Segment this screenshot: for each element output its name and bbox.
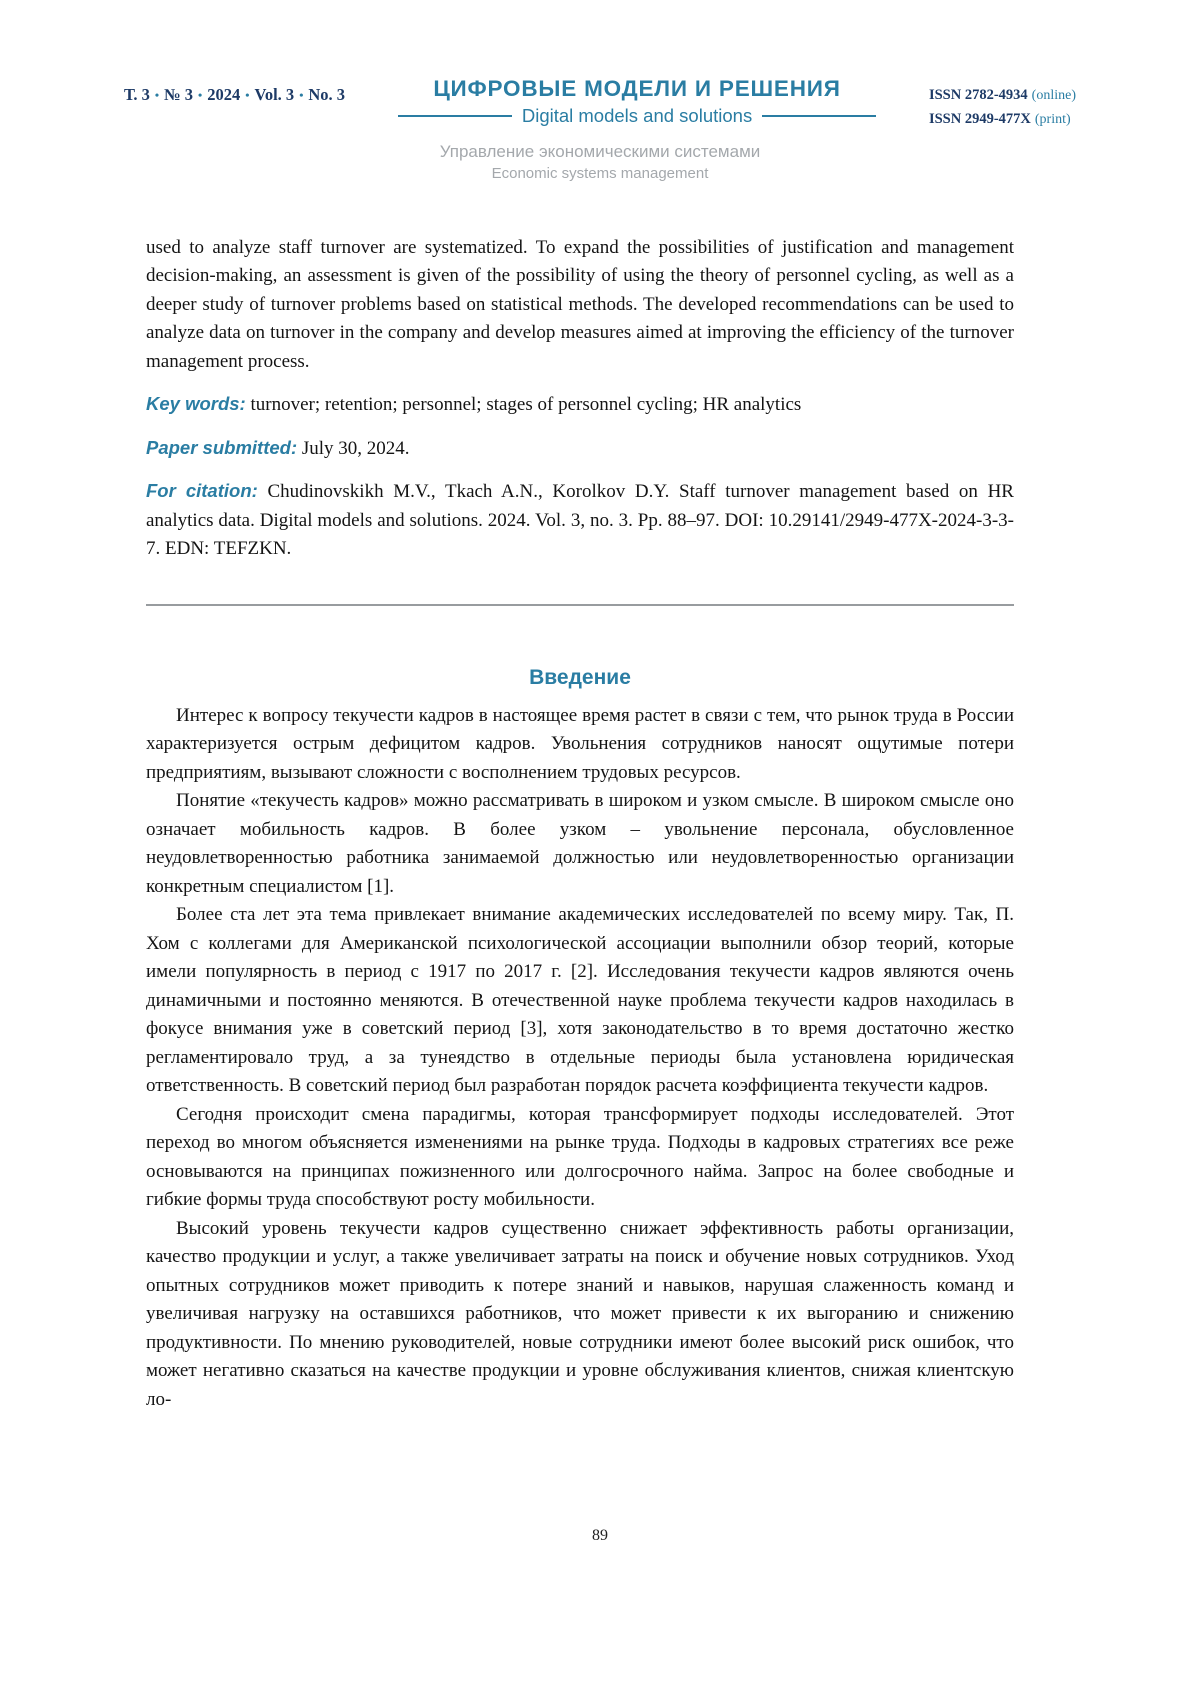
volume-issue-info: [124, 76, 345, 105]
citation-text: Chudinovskikh M.V., Tkach A.N., Korolkov D.Y. Staff turnover management based on HR analytics data. Digital models and solutions. 2024. Vol. 3, no. 3. Pp. 88–97. DOI: 10.29141/2949-477X-2024-3-3-7. EDN: TEFZKN.: [146, 481, 1014, 560]
abstract-continuation-text: used to analyze staff turnover are systematized. To expand the possibilities of justification and management decision-making, an assessment is given of the possibility of using the theory of personnel cycling, as well as a deeper study of turnover problems based on statistical methods. The developed recommendations can be used to analyze data on turnover in the company and develop measures aimed at improving the efficiency of the turnover management process.: [146, 236, 1014, 372]
citation-paragraph: [146, 477, 1014, 564]
body-paragraph: Понятие «текучесть кадров» можно рассматривать в широком и узком смысле. В широком смысле оно означает мобильность кадров. В более узком – увольнение персонала, обусловленное неудовлетворенностью работника занимаемой должностью или неудовлетворенностью организации конкретным специалистом [1].: [146, 790, 1014, 897]
journal-header-row: [124, 76, 1076, 131]
issn-print-number: ISSN 2949-477X: [928, 111, 1031, 127]
issn-online-suffix: (online): [1031, 88, 1076, 103]
issn-online-line: [929, 83, 1076, 107]
volume-part: • No. 3: [294, 85, 345, 104]
issn-print-line: [929, 107, 1076, 131]
section-heading-introduction: Введение: [529, 665, 631, 689]
page-number: 89: [592, 1527, 608, 1544]
journal-header: [0, 76, 1200, 184]
journal-title-en: Digital models and solutions: [521, 104, 753, 126]
issn-online-number: ISSN 2782-4934: [928, 87, 1028, 103]
body-paragraph: Высокий уровень текучести кадров существенно снижает эффективность работы организации, качество продукции и услуг, а также увеличивает затраты на поиск и обучение новых сотрудников. Уход опытных сотрудников может приводить к потере знаний и навыков, нарушая слаженность команд и увеличивая нагрузку на оставшихся работников, что может привести к их выгоранию и снижению продуктивности. По мнению руководителей, новые сотрудники имеют более высокий риск ошибок, что может негативно сказаться на качестве продукции и уровне обслуживания клиентов, снижая клиентскую ло-: [146, 1217, 1014, 1410]
issn-print-suffix: (print): [1034, 112, 1071, 127]
issn-block: [929, 76, 1076, 131]
paper-submitted-paragraph: [146, 434, 1014, 464]
journal-title-block: [398, 76, 876, 127]
volume-part: • № 3: [150, 85, 193, 104]
paper-submitted-text: July 30, 2024.: [301, 437, 410, 459]
section-name-en: Economic systems management: [491, 165, 709, 183]
volume-part: • 2024: [193, 85, 240, 104]
citation-label: For citation:: [146, 480, 258, 502]
header-rule-left: [398, 115, 512, 117]
journal-section-block: [0, 142, 1200, 184]
abstract-body-divider: [146, 604, 1014, 606]
volume-part: Т. 3: [124, 85, 150, 104]
journal-subtitle-row: [398, 105, 876, 127]
keywords-label: Key words:: [146, 393, 246, 415]
body-paragraph: Более ста лет эта тема привлекает внимание академических исследователей по всему миру. Так, П. Хом с коллегами для Американской психологической ассоциации выполнили обзор теорий, которые имели популярность в период с 1917 по 2017 г. [2]. Исследования текучести кадров являются очень динамичными и постоянно меняются. В отечественной науке проблема текучести кадров находилась в фокусе внимания уже в советский период [3], хотя законодательство в то время достаточно жестко регламентировало труд, а за тунеядство в отдельные периоды была установлена юридическая ответственность. В советский период был разработан порядок расчета коэффициента текучести кадров.: [146, 904, 1014, 1097]
paper-submitted-label: Paper submitted:: [146, 436, 298, 458]
page-footer: [0, 1527, 1200, 1697]
body-paragraph: Сегодня происходит смена парадигмы, которая трансформирует подходы исследователей. Этот переход во многом объясняется изменениями на рынке труда. Подходы в кадровых стратегиях все реже основываются на принципах пожизненного или долгосрочного найма. Запрос на более свободные и гибкие формы труда способствуют росту мобильности.: [146, 1103, 1014, 1211]
journal-title-ru: ЦИФРОВЫЕ МОДЕЛИ И РЕШЕНИЯ: [433, 76, 841, 101]
header-rule-right: [762, 115, 876, 117]
volume-part: • Vol. 3: [240, 85, 294, 104]
section-name-ru: Управление экономическими системами: [439, 142, 761, 161]
body-paragraph: Интерес к вопросу текучести кадров в настоящее время растет в связи с тем, что рынок труда в России характеризуется острым дефицитом кадров. Увольнения сотрудников наносят ощутимые потери предприятиям, вызывают сложности с восполнением трудовых ресурсов.: [146, 704, 1014, 783]
keywords-paragraph: [146, 390, 1014, 420]
article-content: [146, 184, 1014, 1415]
keywords-text: turnover; retention; personnel; stages of personnel cycling; HR analytics: [250, 394, 802, 416]
